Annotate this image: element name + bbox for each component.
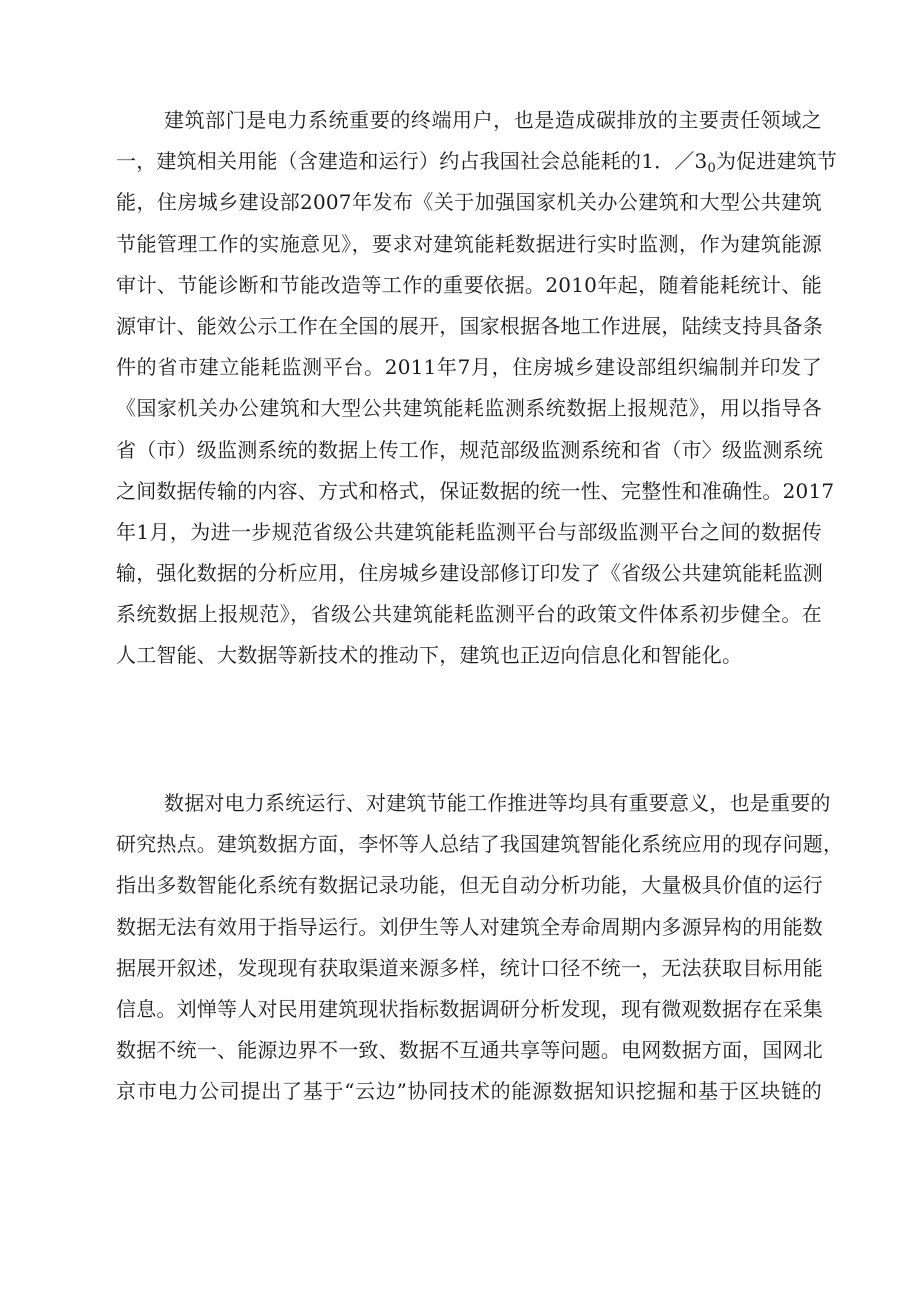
- text-line: 《国家机关办公建筑和大型公共建筑能耗监测系统数据上报规范》，用以指导各: [116, 396, 822, 421]
- text-line: 人工智能、大数据等新技术的推动下，建筑也正迈向信息化和智能化。: [116, 643, 743, 668]
- text-line: 审计、节能诊断和节能改造等工作的重要依据。2010年起，随着能耗统计、能: [116, 272, 822, 297]
- subscript-text: 0: [707, 161, 716, 177]
- text-line: [116, 141, 838, 182]
- text-segment: 一，建筑相关用能（含建造和运行）约占我国社会总能耗的1．／3: [116, 149, 708, 174]
- text-line: 数据不统一、能源边界不一致、数据不互通共享等问题。电网数据方面，国网北: [116, 1038, 823, 1063]
- text-line: 之间数据传输的内容、方式和格式，保证数据的统一性、完整性和准确性。2017: [116, 478, 835, 503]
- text-line: 输，强化数据的分析应用，住房城乡建设部修订印发了《省级公共建筑能耗监测: [116, 561, 823, 586]
- text-line: 年1月，为进一步规范省级公共建筑能耗监测平台与部级监测平台之间的数据传: [116, 519, 822, 544]
- text-line: 指出多数智能化系统有数据记录功能，但无自动分析功能，大量极具价值的运行: [116, 873, 823, 898]
- text-line: 信息。刘惮等人对民用建筑现状指标数据调研分析发现，现有微观数据存在采集: [116, 996, 823, 1021]
- paragraph-data-research: [116, 783, 844, 1113]
- text-segment: 为促进建筑节: [715, 149, 838, 174]
- text-line: 研究热点。建筑数据方面，李怀等人总结了我国建筑智能化系统应用的现存问题，: [116, 832, 844, 857]
- paragraph-building-energy-policy: [116, 100, 838, 677]
- text-line: 系统数据上报规范》，省级公共建筑能耗监测平台的政策文件体系初步健全。在: [116, 602, 822, 627]
- text-line: 京市电力公司提出了基于“云边”协同技术的能源数据知识挖掘和基于区块链的: [116, 1079, 822, 1104]
- text-line: 节能管理工作的实施意见》，要求对建筑能耗数据进行实时监测，作为建筑能源: [116, 231, 822, 256]
- text-line: 件的省市建立能耗监测平台。2011年7月，住房城乡建设部组织编制并印发了: [116, 355, 822, 380]
- text-line: 数据无法有效用于指导运行。刘伊生等人对建筑全寿命周期内多源异构的用能数: [116, 914, 823, 939]
- text-line: 能，住房城乡建设部2007年发布《关于加强国家机关办公建筑和大型公共建筑: [116, 190, 822, 215]
- text-line: 省（市）级监测系统的数据上传工作，规范部级监测系统和省（市〉级监测系统: [116, 437, 823, 462]
- text-line: 数据对电力系统运行、对建筑节能工作推进等均具有重要意义，也是重要的: [164, 791, 831, 815]
- text-line: 源审计、能效公示工作在全国的展开，国家根据各地工作进展，陆续支持具备条: [116, 313, 823, 338]
- text-line: 据展开叙述，发现现有获取渠道来源多样，统计口径不统一，无法获取目标用能: [116, 955, 823, 980]
- text-line: 建筑部门是电力系统重要的终端用户，也是造成碳排放的主要责任领域之: [164, 108, 822, 132]
